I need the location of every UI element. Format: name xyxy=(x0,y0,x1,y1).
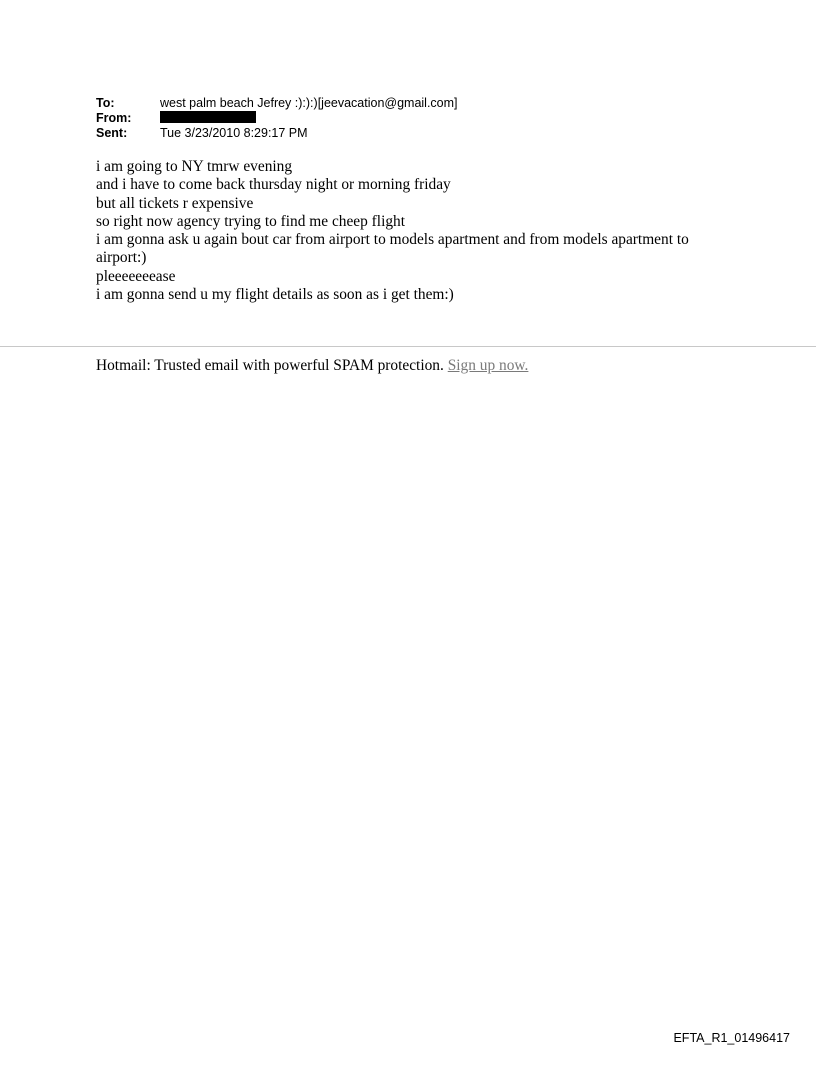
from-row xyxy=(96,111,458,126)
body-line: so right now agency trying to find me cheep flight xyxy=(96,212,406,230)
body-line: i am gonna send u my flight details as soon as i get them:) xyxy=(96,286,454,304)
to-value: west palm beach Jefrey :):):)[jeevacation@gmail.com] xyxy=(160,96,458,110)
body-line: i am going to NY tmrw evening xyxy=(96,158,293,175)
redaction-block xyxy=(160,111,256,123)
sent-row xyxy=(96,126,458,141)
email-body xyxy=(96,158,736,304)
body-line: but all tickets r expensive xyxy=(96,194,254,212)
body-line: i am gonna ask u again bout car from airport to models apartment and from models apartment to xyxy=(96,231,689,249)
email-header xyxy=(96,96,458,141)
body-line: airport:) xyxy=(96,249,147,267)
to-label: To: xyxy=(96,96,115,110)
from-value-redacted xyxy=(160,111,256,126)
sent-label: Sent: xyxy=(96,126,128,140)
from-label: From: xyxy=(96,111,132,125)
hotmail-footer xyxy=(96,356,528,375)
sign-up-link[interactable]: Sign up now. xyxy=(447,357,529,374)
body-line: and i have to come back thursday night or morning friday xyxy=(96,176,451,194)
body-line: pleeeeeeease xyxy=(96,267,176,285)
to-row xyxy=(96,96,458,111)
footer-text: Hotmail: Trusted email with powerful SPAM protection. xyxy=(96,357,444,374)
footer-divider xyxy=(0,346,816,347)
sent-value: Tue 3/23/2010 8:29:17 PM xyxy=(160,126,308,140)
document-id: EFTA_R1_01496417 xyxy=(673,1031,790,1045)
